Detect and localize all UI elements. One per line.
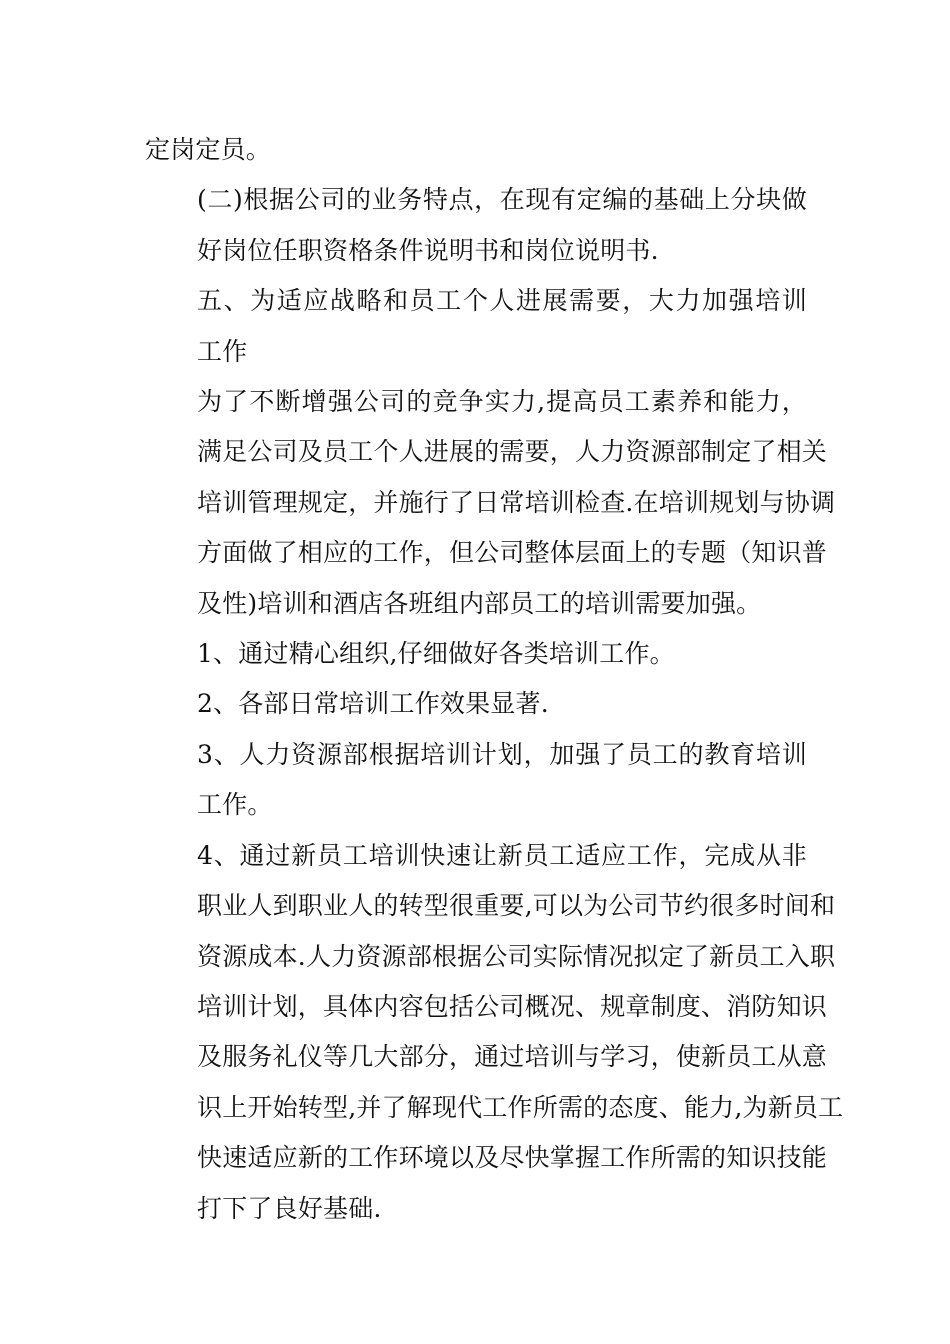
text-line: 打下了良好基础. (197, 1193, 382, 1223)
text-line: 为了不断增强公司的竞争实力,提高员工素养和能力， (197, 387, 807, 417)
text-line: 工作。 (197, 790, 273, 820)
text-line: 2、各部日常培训工作效果显著. (197, 689, 549, 719)
text-line: 工作 (197, 336, 248, 366)
text-line: 及性)培训和酒店各班组内部员工的培训需要加强。 (197, 588, 762, 618)
text-line: 4、通过新员工培训快速让新员工适应工作，完成从非 (197, 840, 807, 870)
document-page (145, 125, 844, 1234)
text-line: 3、人力资源部根据培训计划，加强了员工的教育培训 (197, 739, 807, 769)
paragraph-training-overview (145, 377, 836, 629)
text-line: 及服务礼仪等几大部分，通过培训与学习，使新员工从意 (197, 1042, 828, 1072)
list-item-3 (145, 730, 807, 831)
text-line: 识上开始转型,并了解现代工作所需的态度、能力,为新员工 (197, 1092, 844, 1122)
text-line: 定岗定员。 (145, 135, 272, 164)
text-line: 快速适应新的工作环境以及尽快掌握工作所需的知识技能 (197, 1143, 828, 1173)
text-line: 培训计划，具体内容包括公司概况、规章制度、消防知识 (197, 991, 828, 1021)
text-line: 培训管理规定，并施行了日常培训检查.在培训规划与协调 (197, 487, 836, 517)
text-line: 资源成本.人力资源部根据公司实际情况拟定了新员工入职 (197, 941, 836, 971)
list-item-1 (145, 629, 807, 679)
text-line: 方面做了相应的工作，但公司整体层面上的专题（知识普 (197, 538, 828, 568)
paragraph-staffing-conclusion (145, 125, 807, 175)
text-line: 职业人到职业人的转型很重要,可以为公司节约很多时间和 (197, 891, 836, 921)
text-line: 满足公司及员工个人进展的需要，人力资源部制定了相关 (197, 437, 828, 467)
text-line: 1、通过精心组织,仔细做好各类培训工作。 (197, 639, 675, 669)
paragraph-job-descriptions (145, 175, 807, 276)
text-line: 五、为适应战略和员工个人进展需要，大力加强培训 (197, 286, 807, 316)
text-line: 好岗位任职资格条件说明书和岗位说明书. (197, 235, 659, 265)
list-item-4 (145, 831, 844, 1234)
text-line: (二)根据公司的业务特点，在现有定编的基础上分块做 (197, 185, 807, 215)
list-item-2 (145, 679, 807, 729)
section-heading-training (145, 276, 807, 377)
